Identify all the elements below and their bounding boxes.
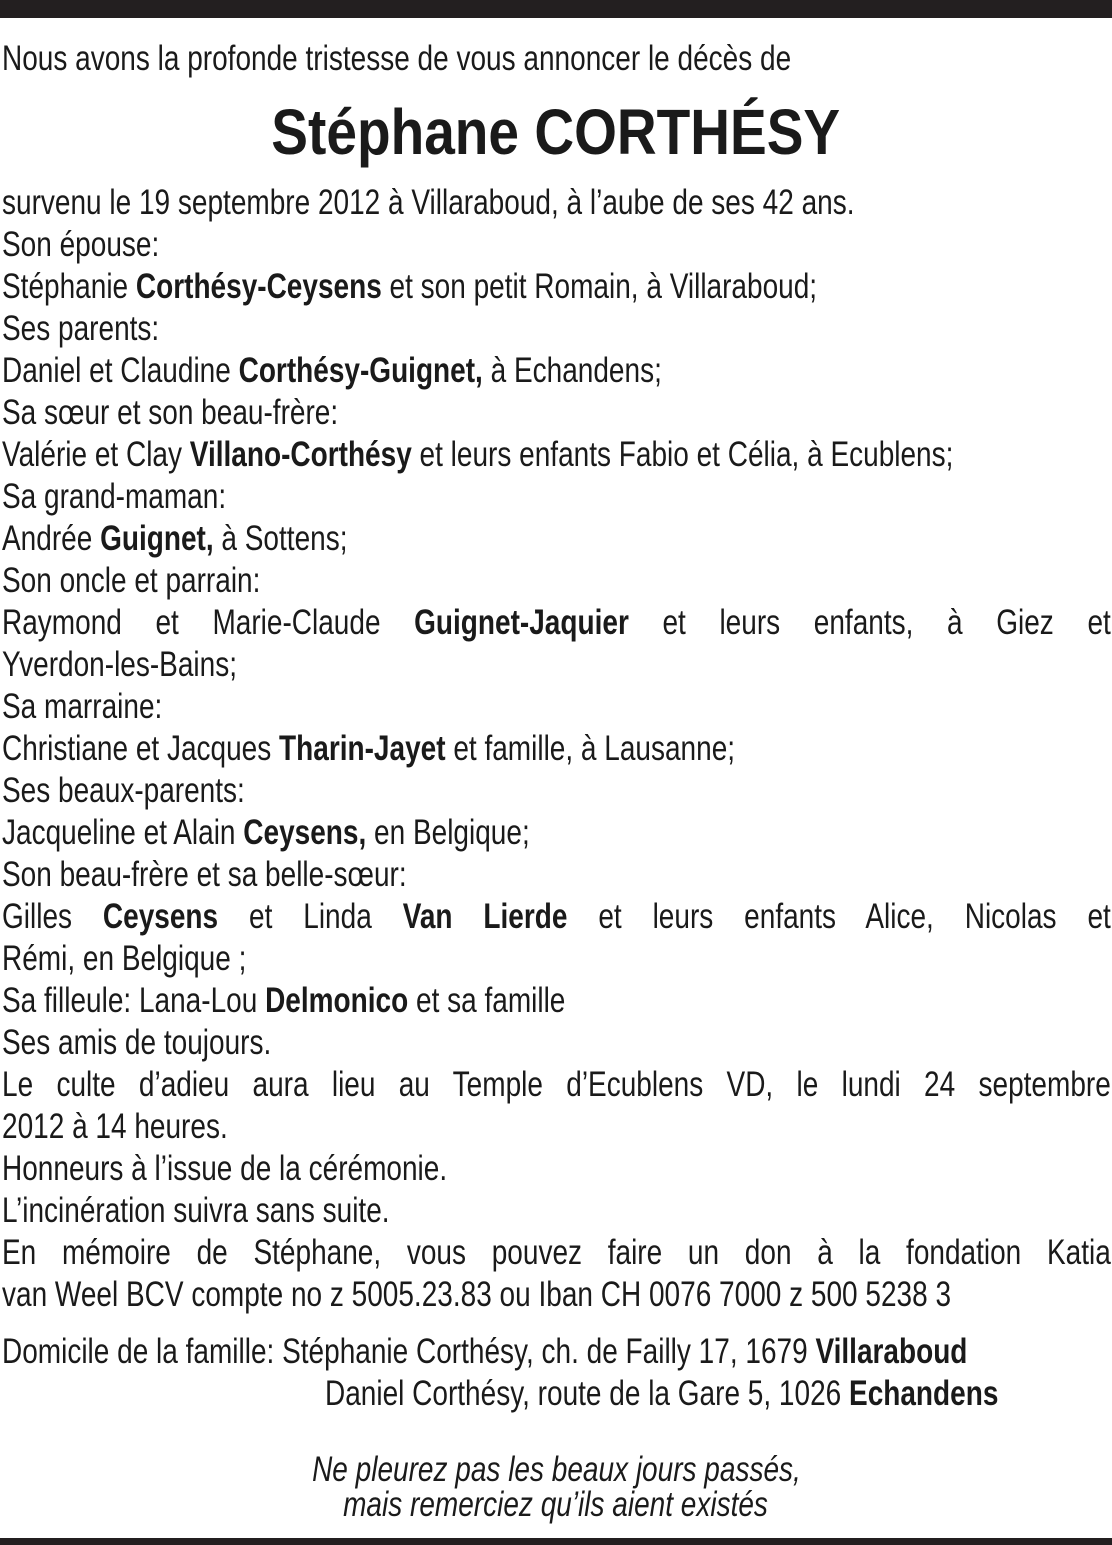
text-segment: Yverdon-les-Bains; <box>2 645 238 684</box>
text-line <box>2 350 1111 392</box>
text-segment: En mémoire de Stéphane, vous pouvez faire un don à la fondation Katia <box>2 1233 1111 1272</box>
text-segment: et Linda <box>218 897 403 936</box>
text-line <box>2 896 1111 938</box>
text-segment: Son beau-frère et sa belle-sœur: <box>2 855 407 894</box>
family-name: Villano-Corthésy <box>189 435 412 474</box>
family-name: Villaraboud <box>815 1332 968 1371</box>
text-segment: Ses amis de toujours. <box>2 1023 272 1062</box>
text-segment: Sa sœur et son beau-frère: <box>2 393 339 432</box>
text-segment: et leurs enfants Fabio et Célia, à Ecublens; <box>411 435 954 474</box>
text-segment: Honneurs à l’issue de la cérémonie. <box>2 1149 448 1188</box>
text-segment: Son oncle et parrain: <box>2 561 261 600</box>
text-segment: 2012 à 14 heures. <box>2 1107 228 1146</box>
text-line <box>2 938 1111 980</box>
quote-line-2 <box>0 1485 1112 1525</box>
text-segment: Daniel et Claudine <box>2 351 239 390</box>
text-segment: Domicile de la famille: Stéphanie Corthésy, ch. de Failly 17, 1679 <box>2 1332 816 1371</box>
quote-line-1 <box>0 1450 1112 1490</box>
text-segment: Ses beaux-parents: <box>2 771 245 810</box>
text-segment: Jacqueline et Alain <box>2 813 244 852</box>
text-line <box>2 560 1111 602</box>
family-name: Delmonico <box>265 981 409 1020</box>
bottom-rule <box>0 1538 1112 1545</box>
text-line <box>2 224 1111 266</box>
text-line <box>2 812 1111 854</box>
text-line <box>2 770 1111 812</box>
deceased-name-text: Stéphane CORTHÉSY <box>271 96 841 168</box>
text-segment: et sa famille <box>408 981 566 1020</box>
text-segment: Gilles <box>2 897 103 936</box>
text-segment: en Belgique; <box>366 813 530 852</box>
family-name: Tharin-Jayet <box>279 729 446 768</box>
quote-text: mais remerciez qu’ils aient existés <box>343 1485 769 1524</box>
quote-text: Ne pleurez pas les beaux jours passés, <box>311 1450 801 1489</box>
text-line <box>2 644 1111 686</box>
text-segment: Andrée <box>2 519 101 558</box>
family-name: Corthésy-Ceysens <box>135 267 382 306</box>
text-segment: Son épouse: <box>2 225 160 264</box>
text-segment: van Weel BCV compte no z 5005.23.83 ou Iban CH 0076 7000 z 500 5238 3 <box>2 1275 952 1314</box>
text-line <box>2 476 1111 518</box>
text-segment: et leurs enfants Alice, Nicolas et <box>567 897 1111 936</box>
text-segment: Valérie et Clay <box>2 435 190 474</box>
text-segment: Daniel Corthésy, route de la Gare 5, 1026 <box>325 1374 850 1413</box>
text-line <box>2 728 1111 770</box>
text-segment: Raymond et Marie-Claude <box>2 603 415 642</box>
text-segment: L’incinération suivra sans suite. <box>2 1191 390 1230</box>
family-name: Guignet, <box>100 519 214 558</box>
family-name: Guignet-Jaquier <box>414 603 629 642</box>
text-line <box>2 980 1111 1022</box>
text-line <box>2 602 1111 644</box>
text-line <box>325 1373 1112 1415</box>
family-name: Van Lierde <box>402 897 568 936</box>
text-line <box>2 392 1111 434</box>
text-line <box>2 434 1111 476</box>
intro-text: Nous avons la profonde tristesse de vous annoncer le décès de <box>2 39 792 78</box>
text-line <box>2 686 1111 728</box>
text-line <box>2 266 1111 308</box>
text-line <box>2 1190 1111 1232</box>
text-line <box>2 518 1111 560</box>
text-segment: Ses parents: <box>2 309 160 348</box>
text-segment: Le culte d’adieu aura lieu au Temple d’Ecublens VD, le lundi 24 septembre <box>2 1065 1111 1104</box>
text-line <box>2 182 1111 224</box>
text-segment: Rémi, en Belgique ; <box>2 939 247 978</box>
family-name: Ceysens, <box>243 813 367 852</box>
text-segment: Christiane et Jacques <box>2 729 280 768</box>
text-line <box>2 1106 1111 1148</box>
text-segment: Sa grand-maman: <box>2 477 227 516</box>
text-line <box>2 1331 1111 1373</box>
text-line <box>2 854 1111 896</box>
text-segment: et leurs enfants, à Giez et <box>628 603 1111 642</box>
text-segment: et famille, à Lausanne; <box>445 729 736 768</box>
text-line <box>2 1022 1111 1064</box>
text-segment: survenu le 19 septembre 2012 à Villaraboud, à l’aube de ses 42 ans. <box>2 183 855 222</box>
text-line <box>2 1274 1111 1316</box>
text-line <box>2 1148 1111 1190</box>
text-segment: Stéphanie <box>2 267 136 306</box>
top-rule <box>0 0 1112 18</box>
text-segment: Sa marraine: <box>2 687 163 726</box>
family-name: Corthésy-Guignet, <box>238 351 483 390</box>
text-line <box>2 308 1111 350</box>
text-line <box>2 1232 1111 1274</box>
text-line <box>2 1064 1111 1106</box>
text-segment: à Sottens; <box>213 519 348 558</box>
family-name: Ceysens <box>102 897 219 936</box>
text-segment: à Echandens; <box>482 351 662 390</box>
family-name: Echandens <box>849 1374 999 1413</box>
text-segment: Sa filleule: Lana-Lou <box>2 981 266 1020</box>
deceased-name <box>0 95 1112 169</box>
text-segment: et son petit Romain, à Villaraboud; <box>381 267 818 306</box>
